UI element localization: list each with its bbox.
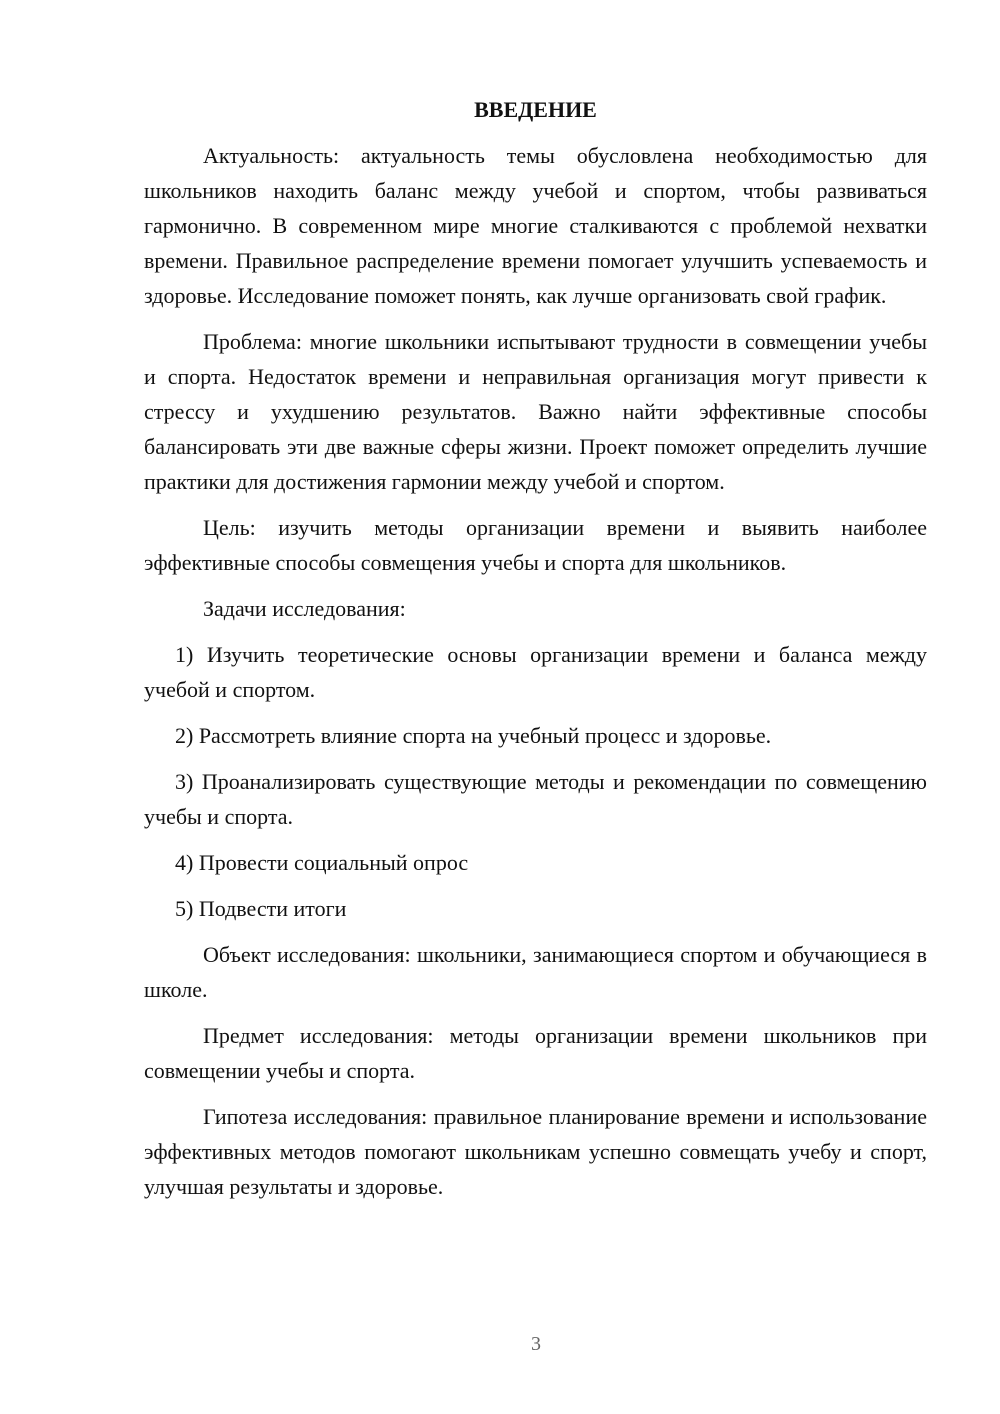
tasks-list [144,637,927,926]
relevance-paragraph: Актуальность: актуальность темы обусловлена необходимостью для школьников находить баланс между учебой и спортом, чтобы развиваться гармонично. В современном мире многие сталкиваются с проблемой нехватки времени. Правильное распределение времени помогает улучшить успеваемость и здоровье. Исследование поможет понять, как лучше организовать свой график. [144,143,927,308]
goal-paragraph: Цель: изучить методы организации времени и выявить наиболее эффективные способы совмещения учебы и спорта для школьников. [144,515,927,575]
problem-paragraph: Проблема: многие школьники испытывают трудности в совмещении учебы и спорта. Недостаток времени и неправильная организация могут привести к стрессу и ухудшению результатов. Важно найти эффективные способы балансировать эти две важные сферы жизни. Проект поможет определить лучшие практики для достижения гармонии между учебой и спортом. [144,329,927,494]
list-item: 2) Рассмотреть влияние спорта на учебный процесс и здоровье. [175,723,772,748]
page-number: 3 [531,1333,541,1355]
page-content [144,95,927,1215]
page-title: ВВЕДЕНИЕ [474,97,597,122]
tasks-intro: Задачи исследования: [203,596,406,621]
object-paragraph: Объект исследования: школьники, занимающиеся спортом и обучающиеся в школе. [144,942,927,1002]
list-item: 3) Проанализировать существующие методы и рекомендации по совмещению учебы и спорта. [144,769,927,829]
subject-paragraph: Предмет исследования: методы организации времени школьников при совмещении учебы и спорта. [144,1023,927,1083]
list-item: 4) Провести социальный опрос [175,850,469,875]
list-item: 5) Подвести итоги [175,896,347,921]
hypothesis-paragraph: Гипотеза исследования: правильное планирование времени и использование эффективных методов помогают школьникам успешно совмещать учебу и спорт, улучшая результаты и здоровье. [144,1104,927,1199]
list-item: 1) Изучить теоретические основы организации времени и баланса между учебой и спортом. [144,642,927,702]
